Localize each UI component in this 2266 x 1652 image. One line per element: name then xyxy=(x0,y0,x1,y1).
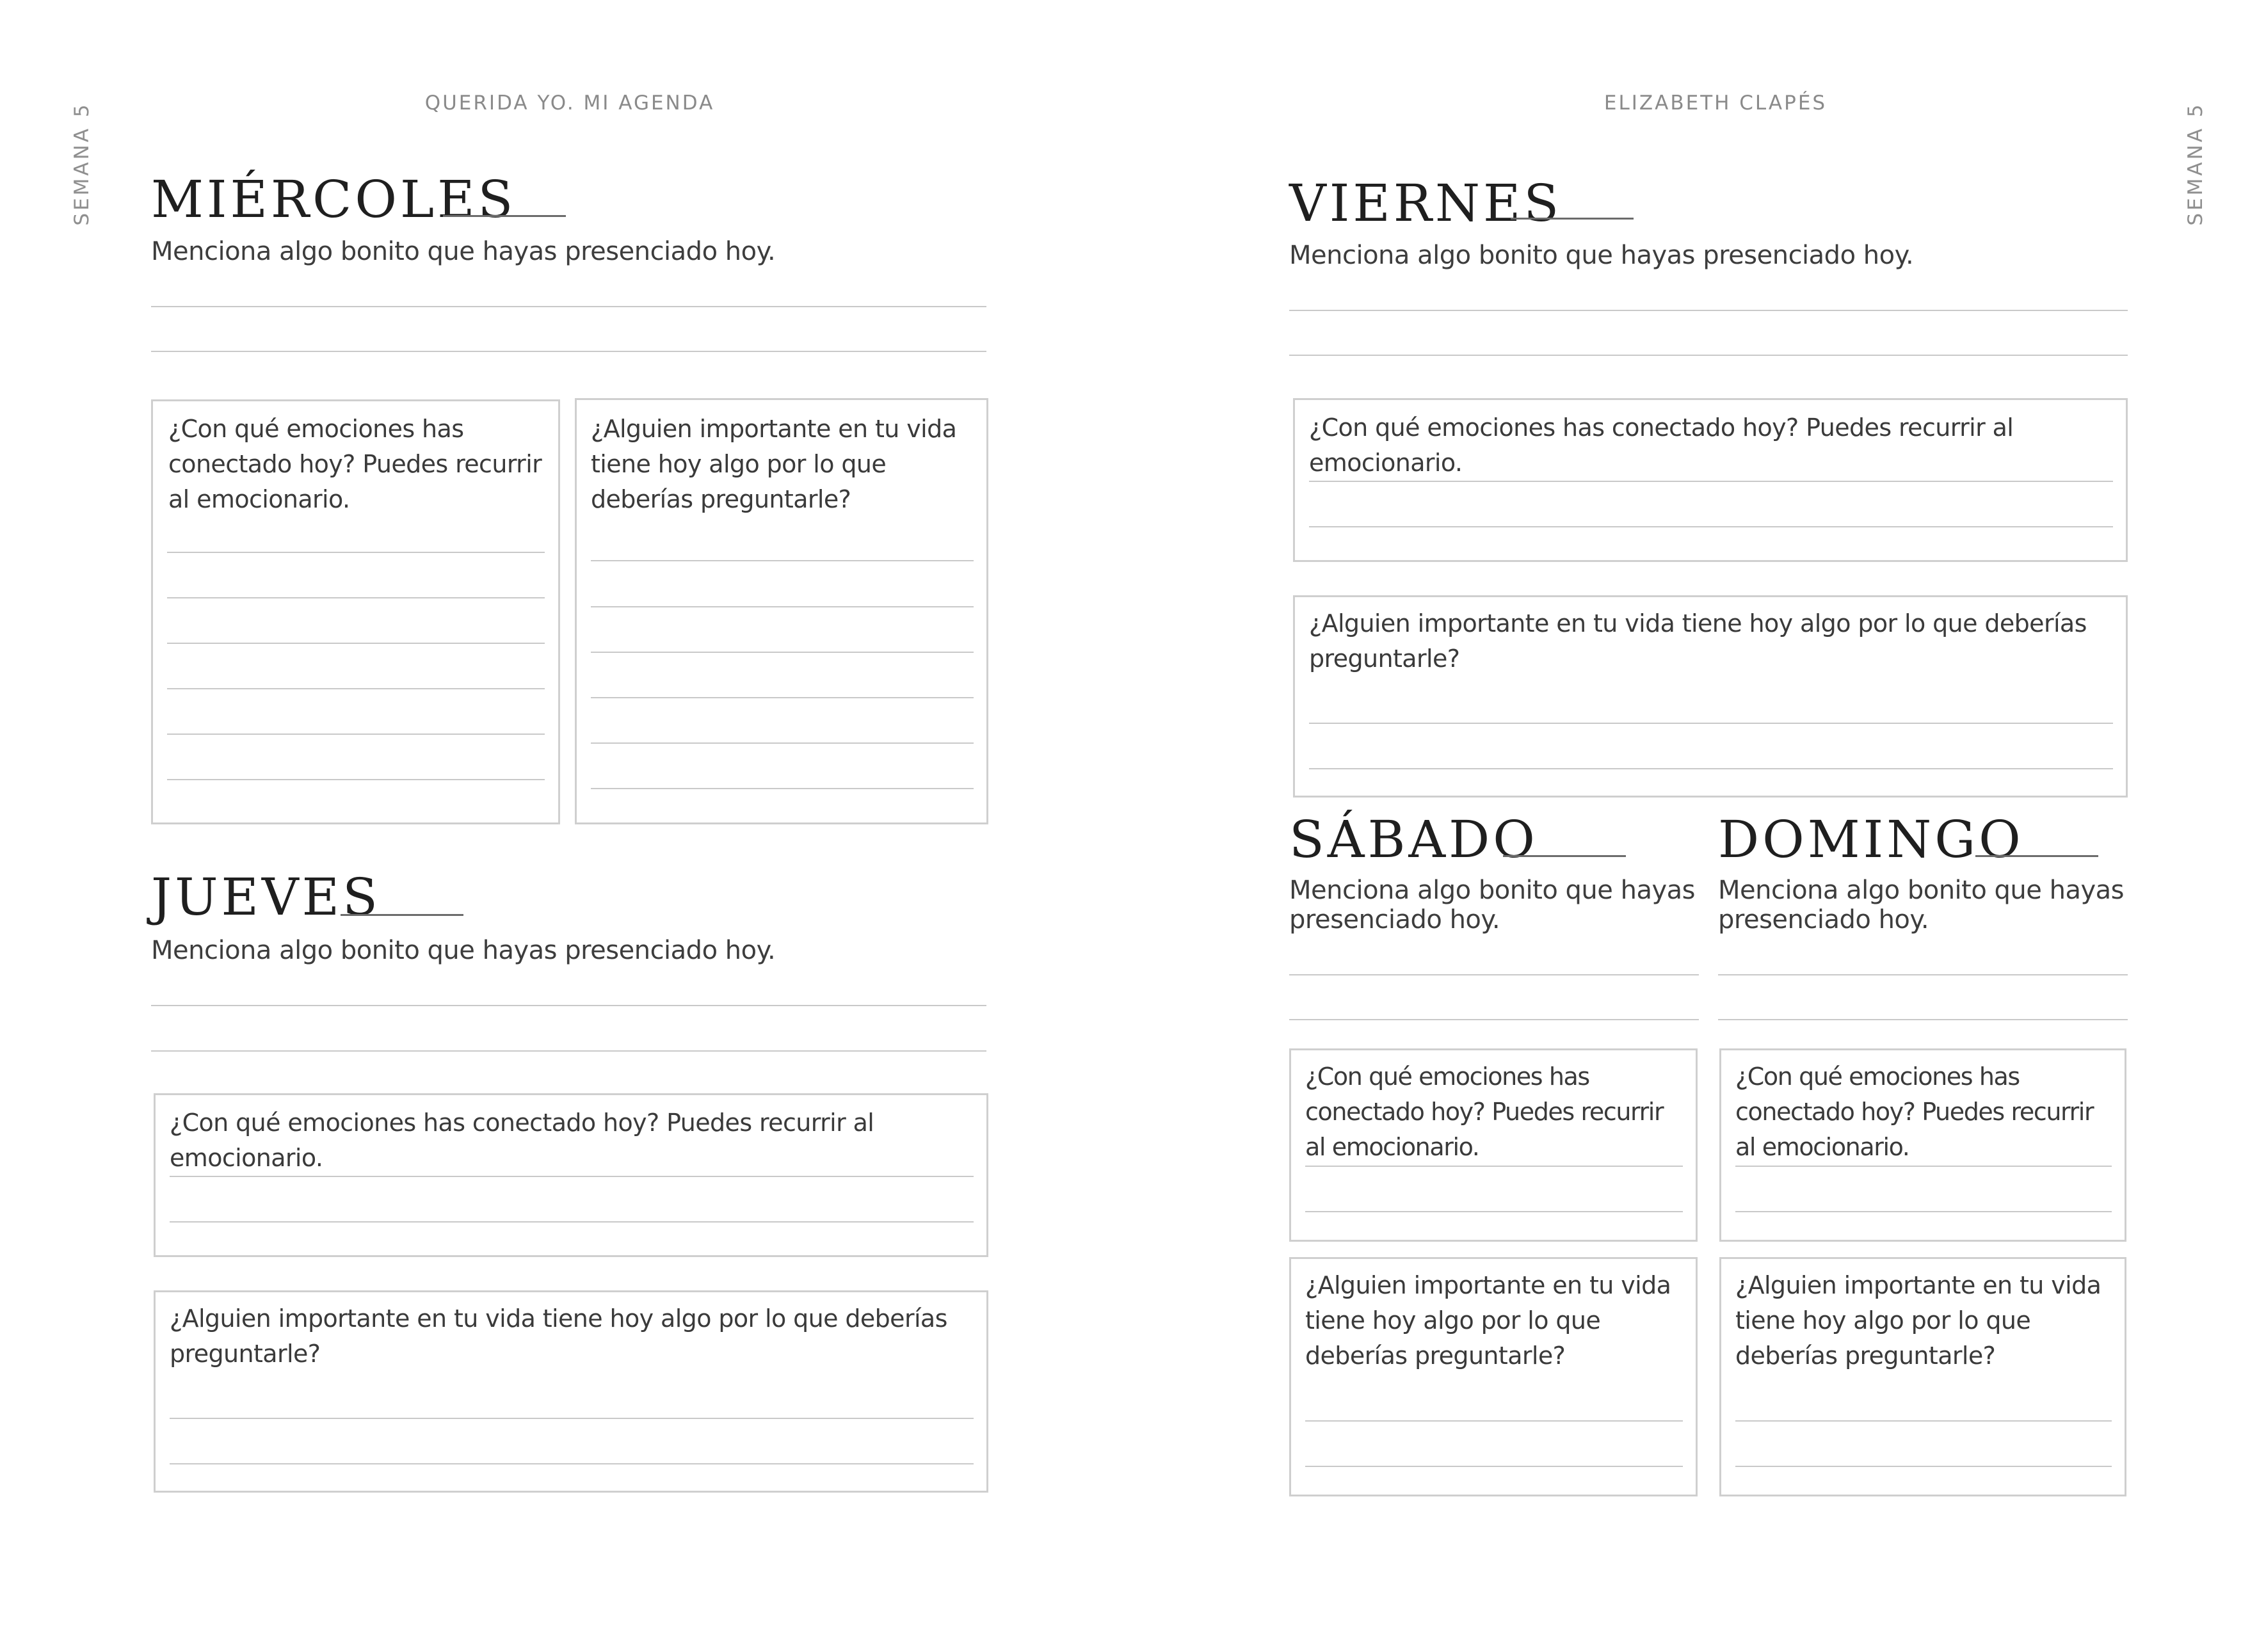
writing-line[interactable] xyxy=(591,788,974,789)
writing-line[interactable] xyxy=(1718,1019,2128,1020)
question-someone: ¿Alguien importante en tu vida tiene hoy algo por lo que deberías preguntarle? xyxy=(1309,609,2087,673)
emotions-box-sabado xyxy=(1289,1048,1698,1242)
writing-line[interactable] xyxy=(1718,974,2128,975)
writing-line[interactable] xyxy=(167,597,545,598)
writing-line[interactable] xyxy=(1305,1420,1683,1422)
running-title-left: QUERIDA YO. MI AGENDA xyxy=(424,92,715,115)
writing-line[interactable] xyxy=(1309,526,2113,527)
writing-line[interactable] xyxy=(170,1176,974,1177)
writing-line[interactable] xyxy=(1289,310,2128,311)
prompt-sabado: Menciona algo bonito que hayas presenciado hoy. xyxy=(1289,876,1695,934)
writing-line[interactable] xyxy=(167,734,545,735)
writing-line[interactable] xyxy=(151,306,986,307)
someone-box-sabado xyxy=(1289,1257,1698,1496)
day-title-viernes: VIERNES xyxy=(1289,173,1563,233)
emotions-box-miercoles xyxy=(151,399,560,824)
writing-line[interactable] xyxy=(151,351,986,352)
writing-line[interactable] xyxy=(1289,1019,1699,1020)
question-emotions: ¿Con qué emociones has conectado hoy? Puedes recurrir al emocionario. xyxy=(168,415,542,513)
running-title-right: ELIZABETH CLAPÉS xyxy=(1603,92,1828,115)
writing-line[interactable] xyxy=(151,1050,986,1052)
writing-line[interactable] xyxy=(591,652,974,653)
writing-line[interactable] xyxy=(1305,1166,1683,1167)
question-emotions: ¿Con qué emociones has conectado hoy? Puedes recurrir al emocionario. xyxy=(1309,413,2014,477)
title-underline xyxy=(1511,218,1634,220)
day-title-miercoles: MIÉRCOLES xyxy=(151,170,517,229)
writing-line[interactable] xyxy=(1309,481,2113,482)
writing-line[interactable] xyxy=(167,688,545,689)
title-underline xyxy=(1975,855,2098,857)
day-title-domingo: DOMINGO xyxy=(1718,810,2024,869)
writing-line[interactable] xyxy=(1289,974,1699,975)
prompt-domingo: Menciona algo bonito que hayas presenciado hoy. xyxy=(1718,876,2124,934)
day-title-jueves: JUEVES xyxy=(151,867,381,927)
day-title-sabado: SÁBADO xyxy=(1289,810,1538,869)
writing-line[interactable] xyxy=(591,606,974,607)
question-someone: ¿Alguien importante en tu vida tiene hoy algo por lo que deberías preguntarle? xyxy=(1305,1271,1671,1370)
question-emotions: ¿Con qué emociones has conectado hoy? Puedes recurrir al emocionario. xyxy=(1735,1063,2094,1161)
side-label-left: SEMANA 5 xyxy=(70,102,93,226)
writing-line[interactable] xyxy=(591,560,974,561)
writing-line[interactable] xyxy=(1309,768,2113,769)
writing-line[interactable] xyxy=(591,742,974,744)
someone-box-domingo xyxy=(1719,1257,2126,1496)
writing-line[interactable] xyxy=(1735,1166,2112,1167)
writing-line[interactable] xyxy=(1735,1211,2112,1212)
title-underline xyxy=(341,914,463,916)
writing-line[interactable] xyxy=(1305,1211,1683,1212)
writing-line[interactable] xyxy=(170,1221,974,1223)
side-label-right: SEMANA 5 xyxy=(2184,102,2207,226)
someone-box-miercoles xyxy=(575,398,988,824)
emotions-box-viernes xyxy=(1293,398,2128,562)
writing-line[interactable] xyxy=(167,643,545,644)
writing-line[interactable] xyxy=(1305,1466,1683,1467)
question-someone: ¿Alguien importante en tu vida tiene hoy algo por lo que deberías preguntarle? xyxy=(1735,1271,2101,1370)
writing-line[interactable] xyxy=(167,552,545,553)
writing-line[interactable] xyxy=(170,1418,974,1419)
question-someone: ¿Alguien importante en tu vida tiene hoy algo por lo que deberías preguntarle? xyxy=(591,415,957,513)
prompt-miercoles: Menciona algo bonito que hayas presenciado hoy. xyxy=(151,237,776,266)
question-someone: ¿Alguien importante en tu vida tiene hoy algo por lo que deberías preguntarle? xyxy=(170,1304,947,1368)
writing-line[interactable] xyxy=(591,697,974,698)
prompt-viernes: Menciona algo bonito que hayas presenciado hoy. xyxy=(1289,241,1914,270)
title-underline xyxy=(443,215,566,217)
question-emotions: ¿Con qué emociones has conectado hoy? Puedes recurrir al emocionario. xyxy=(1305,1063,1664,1161)
someone-box-jueves xyxy=(154,1290,988,1493)
writing-line[interactable] xyxy=(1735,1420,2112,1422)
question-emotions: ¿Con qué emociones has conectado hoy? Puedes recurrir al emocionario. xyxy=(170,1109,874,1172)
writing-line[interactable] xyxy=(170,1463,974,1464)
writing-line[interactable] xyxy=(1309,723,2113,724)
emotions-box-jueves xyxy=(154,1093,988,1257)
someone-box-viernes xyxy=(1293,595,2128,798)
title-underline xyxy=(1503,855,1626,857)
writing-line[interactable] xyxy=(151,1005,986,1006)
writing-line[interactable] xyxy=(167,779,545,780)
writing-line[interactable] xyxy=(1735,1466,2112,1467)
prompt-jueves: Menciona algo bonito que hayas presenciado hoy. xyxy=(151,936,776,965)
writing-line[interactable] xyxy=(1289,355,2128,356)
emotions-box-domingo xyxy=(1719,1048,2126,1242)
